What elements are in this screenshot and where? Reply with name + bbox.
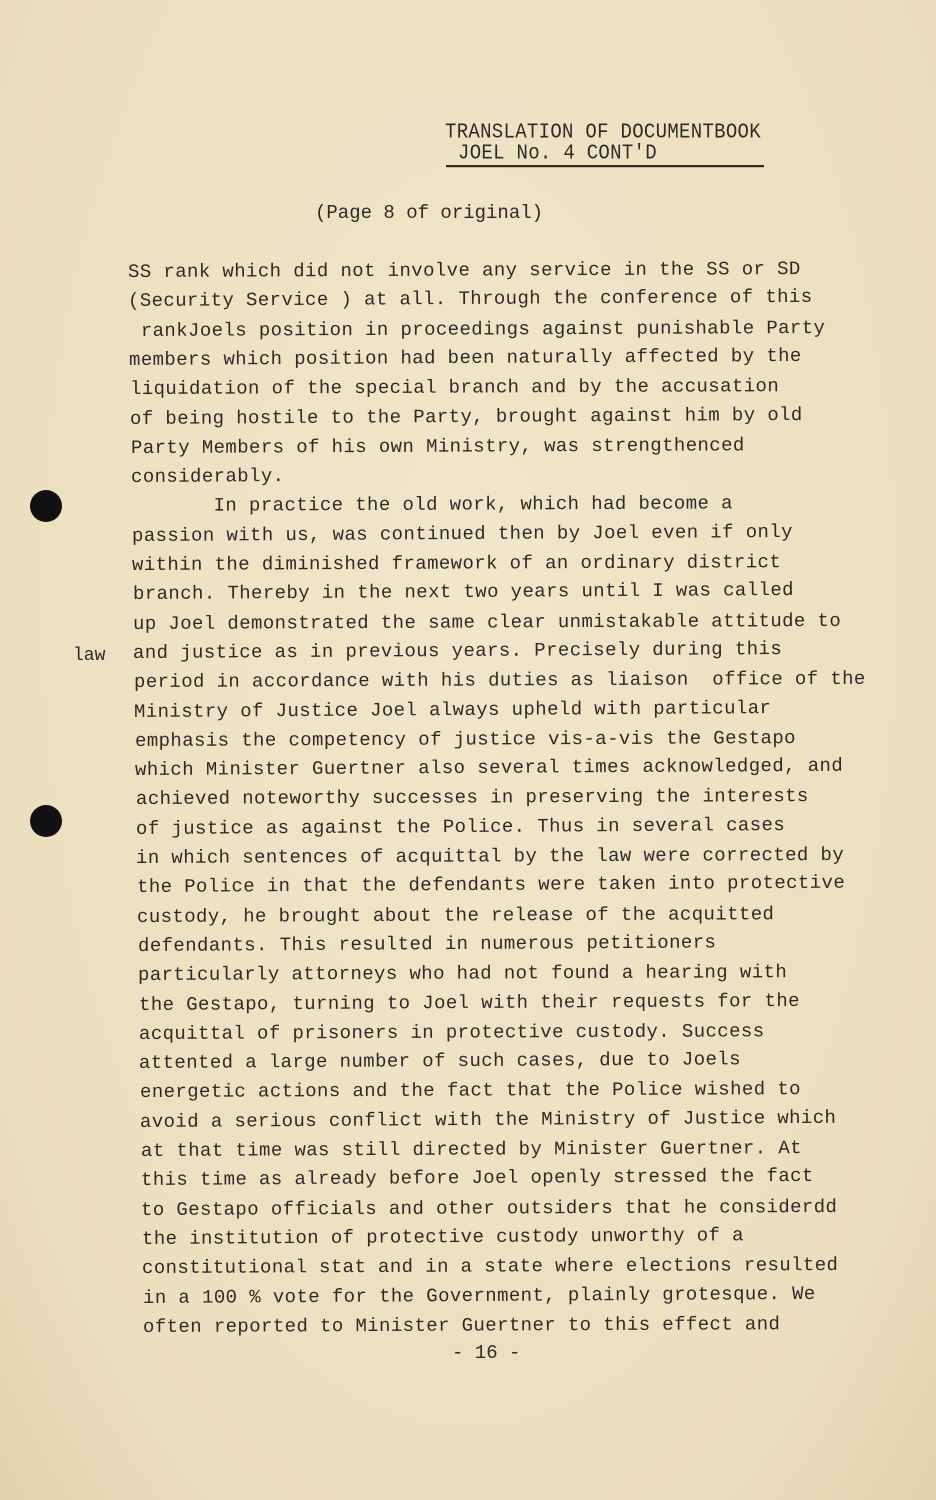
- text-line: of being hostile to the Party, brought against him by old: [130, 403, 803, 430]
- text-line: Ministry of Justice Joel always upheld with particular: [134, 696, 772, 723]
- text-line: energetic actions and the fact that the Police wished to: [139, 1078, 801, 1104]
- text-line: acquittal of prisoners in protective custody. Success: [138, 1020, 765, 1045]
- text-line: liquidation of the special branch and by the accusation: [129, 375, 779, 401]
- text-line: passion with us, was continued then by Joel even if only: [131, 520, 793, 547]
- text-line: (Security Service ) at all. Through the conference of this: [128, 286, 813, 313]
- text-line: at that time was still directed by Minister Guertner. At: [140, 1137, 802, 1162]
- text-line: the Police in that the defendants were taken into protective: [136, 871, 845, 899]
- page-reference: (Page 8 of original): [315, 202, 544, 224]
- text-line: up Joel demonstrated the same clear unmistakable attitude to: [132, 609, 842, 635]
- text-line: in which sentences of acquittal by the law were corrected by: [136, 843, 845, 869]
- text-line: In practice the old work, which had become a: [131, 492, 734, 518]
- text-line: the institution of protective custody unworthy of a: [141, 1224, 744, 1250]
- margin-note: law: [73, 646, 106, 666]
- text-line: within the diminished framework of an ordinary district: [132, 551, 782, 576]
- text-line: the Gestapo, turning to Joel with their requests for the: [138, 989, 800, 1016]
- text-line: defendants. This resulted in numerous petitioners: [137, 931, 717, 957]
- text-line: custody, he brought about the release of the acquitted: [137, 902, 775, 928]
- text-line: particularly attorneys who had not found a hearing with: [138, 961, 788, 987]
- text-line: often reported to Minister Guertner to this effect and: [143, 1313, 781, 1338]
- text-line: of justice as against the Police. Thus in several cases: [135, 813, 786, 840]
- text-line: constitutional stat and in a state where elections resulted: [142, 1254, 839, 1280]
- text-line: branch. Thereby in the next two years until I was called: [132, 579, 794, 606]
- text-line: in a 100 % vote for the Government, plainly grotesque. We: [142, 1282, 816, 1309]
- text-line: emphasis the competency of justice vis-a-vis the Gestapo: [134, 726, 796, 752]
- text-line: members which position had been naturally affected by the: [129, 344, 803, 371]
- text-line: avoid a serious conflict with the Ministry of Justice which: [140, 1106, 837, 1133]
- page-number: - 16 -: [452, 1342, 521, 1364]
- punch-hole: [30, 490, 62, 522]
- text-line: attented a large number of such cases, due to Joels: [139, 1048, 742, 1075]
- punch-hole: [30, 805, 62, 837]
- header-subtitle: JOEL No. 4 CONT'D: [446, 141, 764, 167]
- text-line: period in accordance with his duties as liaison office of the: [133, 667, 866, 694]
- text-line: and justice as in previous years. Precisely during this: [133, 637, 783, 664]
- header-title: TRANSLATION OF DOCUMENTBOOK: [445, 119, 761, 145]
- text-line: Party Members of his own Ministry, was strengthenced: [130, 434, 745, 459]
- text-line: this time as already before Joel openly stressed the fact: [140, 1165, 814, 1192]
- text-line: rankJoels position in proceedings against punishable Party: [128, 316, 826, 342]
- text-line: achieved noteworthy successes in preserving the interests: [135, 785, 809, 811]
- text-line: which Minister Guertner also several times acknowledged, and: [135, 754, 844, 782]
- text-line: SS rank which did not involve any service in the SS or SD: [127, 258, 801, 283]
- text-line: considerably.: [130, 465, 285, 489]
- text-line: to Gestapo officials and other outsiders that he considerdd: [141, 1195, 838, 1221]
